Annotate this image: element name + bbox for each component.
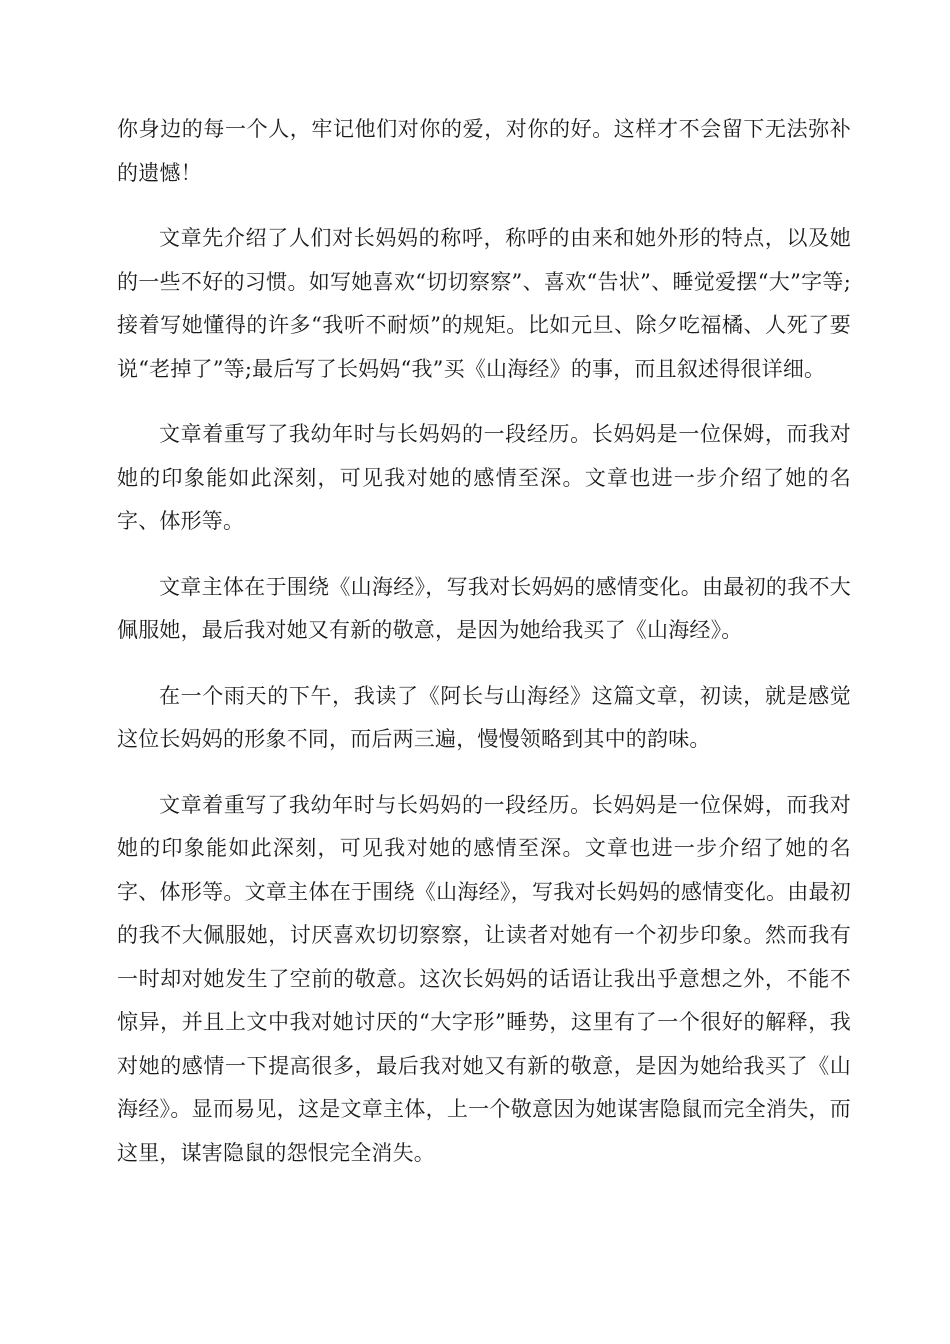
paragraph-6: 文章着重写了我幼年时与长妈妈的一段经历。长妈妈是一位保姆，而我对她的印象能如此深刻，可见我对她的感情至深。文章也进一步介绍了她的名字、体形等。文章主体在于围绕《山海经》，写我对长妈妈的感情变化。由最初的我不大佩服她，讨厌喜欢切切察察，让读者对她有一个初步印象。然而我有一时却对她发生了空前的敬意。这次长妈妈的话语让我出乎意想之外，不能不惊异，并且上文中我对她讨厌的“大字形”睡势，这里有了一个很好的解释，我对她的感情一下提高很多，最后我对她又有新的敬意，是因为她给我买了《山海经》。显而易见，这是文章主体，上一个敬意因为她谋害隐鼠而完全消失，而这里，谋害隐鼠的怨恨完全消失。 (117, 792, 851, 1165)
paragraph-3: 文章着重写了我幼年时与长妈妈的一段经历。长妈妈是一位保姆，而我对她的印象能如此深刻，可见我对她的感情至深。文章也进一步介绍了她的名字、体形等。 (117, 422, 851, 533)
paragraph-5: 在一个雨天的下午，我读了《阿长与山海经》这篇文章，初读，就是感觉这位长妈妈的形象不同，而后两三遍，慢慢领略到其中的韵味。 (117, 683, 851, 751)
document-body (117, 108, 851, 1197)
paragraph-1: 你身边的每一个人，牢记他们对你的爱，对你的好。这样才不会留下无法弥补的遗憾！ (117, 117, 851, 185)
paragraph-2: 文章先介绍了人们对长妈妈的称呼，称呼的由来和她外形的特点，以及她的一些不好的习惯。如写她喜欢“切切察察”、喜欢“告状”、睡觉爱摆“大”字等;接着写她懂得的许多“我听不耐烦”的规矩。比如元旦、除夕吃福橘、人死了要说“老掉了”等;最后写了长妈妈“我”买《山海经》的事，而且叙述得很详细。 (117, 226, 851, 381)
paragraph-4: 文章主体在于围绕《山海经》，写我对长妈妈的感情变化。由最初的我不大佩服她，最后我对她又有新的敬意，是因为她给我买了《山海经》。 (117, 574, 851, 642)
